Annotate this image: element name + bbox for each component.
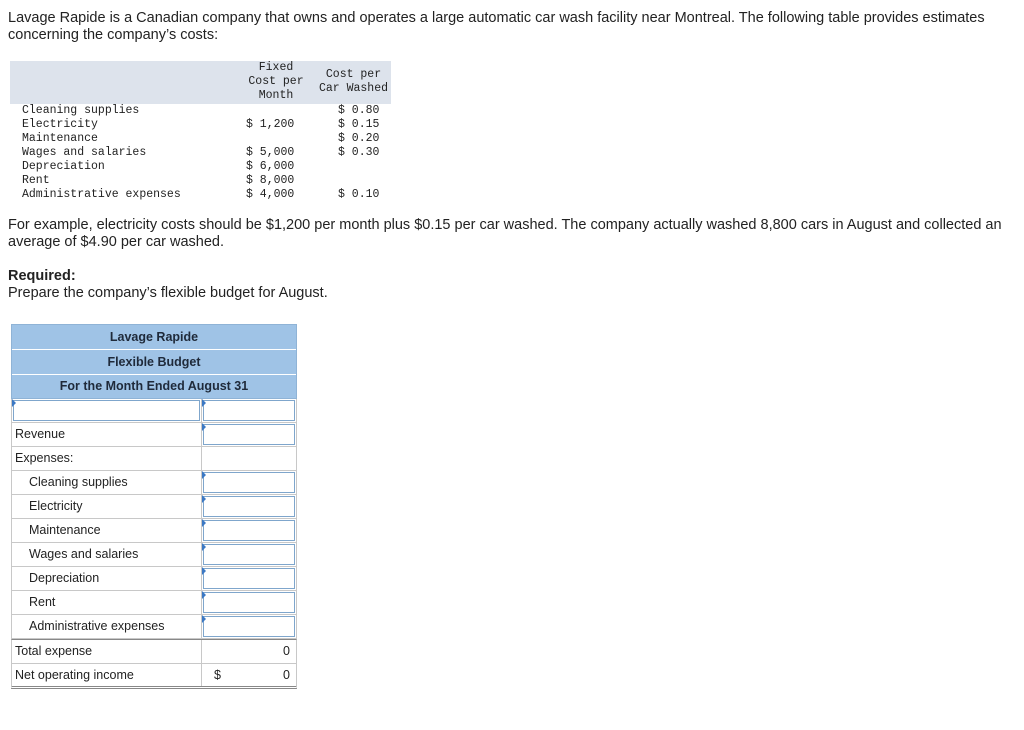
cost-row-label: Administrative expenses (10, 188, 236, 202)
expense-input[interactable] (203, 472, 295, 493)
expense-input[interactable] (203, 568, 295, 589)
cost-row-label: Wages and salaries (22, 146, 147, 159)
required-instruction: Prepare the company’s flexible budget for August. (8, 285, 328, 301)
budget-period: For the Month Ended August 31 (59, 379, 249, 393)
cost-row-fixed: $ 6,000 (236, 160, 316, 174)
revenue-cell[interactable] (202, 423, 296, 446)
header-percar-line1: Cost per (325, 68, 382, 81)
budget-expenses-heading-row (11, 447, 297, 471)
activity-label-cell[interactable] (12, 399, 202, 422)
expense-input[interactable] (203, 592, 295, 613)
cost-row-fixed (236, 132, 316, 146)
cost-row-label: Depreciation (10, 160, 236, 174)
expense-label: Electricity (12, 495, 202, 518)
input-marker-icon (202, 567, 206, 575)
input-marker-icon (202, 399, 206, 407)
cost-row-percar: $ 0.15 (338, 118, 380, 131)
activity-value-cell[interactable] (202, 399, 296, 422)
intro-paragraph: Lavage Rapide is a Canadian company that owns and operates a large automatic car wash facility near Montreal. The following table provides estimates concerning the company’s costs: (8, 10, 985, 43)
header-fixed-line1: Fixed (258, 61, 294, 74)
budget-company-title: Lavage Rapide (12, 325, 296, 350)
cost-row-label: Electricity (22, 118, 98, 131)
cost-row-label: Rent (22, 174, 50, 187)
activity-value-input[interactable] (203, 400, 295, 421)
cost-row-fixed: $ 5,000 (246, 146, 295, 159)
header-fixed-line3: Month (258, 89, 294, 102)
input-marker-icon (202, 543, 206, 551)
total-expense-label: Total expense (12, 640, 202, 663)
input-marker-icon (202, 423, 206, 431)
cost-row-percar (316, 174, 391, 188)
cost-row (10, 146, 391, 160)
budget-expense-row (11, 591, 297, 615)
expense-label: Depreciation (12, 567, 202, 590)
budget-net-income-row (11, 664, 297, 689)
net-income-currency: $ (214, 668, 221, 682)
budget-header (11, 324, 297, 399)
cost-row-fixed (236, 104, 316, 118)
input-marker-icon (202, 615, 206, 623)
cost-row (10, 132, 391, 146)
cost-row-label: Cleaning supplies (10, 104, 236, 118)
revenue-input[interactable] (203, 424, 295, 445)
expense-input[interactable] (203, 496, 295, 517)
budget-expense-row (11, 495, 297, 519)
revenue-label: Revenue (12, 423, 202, 446)
expenses-heading-blank (202, 447, 296, 470)
net-income-cell (202, 664, 296, 686)
input-marker-icon (12, 399, 16, 407)
total-expense-cell (202, 640, 296, 663)
budget-expense-row (11, 519, 297, 543)
cost-estimates-table (10, 61, 391, 202)
cost-row-label: Maintenance (10, 132, 236, 146)
cost-row-fixed: $ 8,000 (246, 174, 295, 187)
budget-expense-row (11, 543, 297, 567)
cost-row-percar: $ 0.20 (316, 132, 391, 146)
cost-row (10, 118, 391, 132)
expense-cell[interactable] (202, 543, 296, 566)
cost-row-percar (316, 160, 391, 174)
expense-label: Administrative expenses (12, 615, 202, 638)
input-marker-icon (202, 591, 206, 599)
expense-input[interactable] (203, 616, 295, 637)
cost-row-percar: $ 0.80 (316, 104, 391, 118)
expense-cell[interactable] (202, 567, 296, 590)
net-income-value: 0 (283, 668, 290, 682)
budget-total-expense-row (11, 639, 297, 664)
cost-row-fixed: $ 1,200 (246, 118, 295, 131)
cost-row (10, 104, 391, 118)
header-percar-line2: Car Washed (318, 82, 388, 95)
cost-row (10, 174, 391, 188)
expense-label: Maintenance (12, 519, 202, 542)
flexible-budget-table (11, 324, 297, 689)
header-fixed-line2: Cost per (248, 75, 304, 88)
expenses-label: Expenses: (12, 447, 202, 470)
budget-expense-row (11, 615, 297, 639)
header-blank (10, 61, 236, 104)
budget-expense-row (11, 567, 297, 591)
cost-row (10, 188, 391, 202)
expense-label: Cleaning supplies (12, 471, 202, 494)
expense-cell[interactable] (202, 495, 296, 518)
net-income-label: Net operating income (12, 664, 202, 686)
budget-activity-row (11, 399, 297, 423)
input-marker-icon (202, 495, 206, 503)
expense-cell[interactable] (202, 615, 296, 638)
expense-input[interactable] (203, 520, 295, 541)
required-heading: Required: (8, 268, 76, 284)
budget-expense-row (11, 471, 297, 495)
activity-label-input[interactable] (13, 400, 200, 421)
header-fixed-cost (236, 61, 316, 104)
budget-subtitle: Flexible Budget (12, 350, 296, 375)
header-cost-per-car (316, 61, 391, 104)
cost-row-percar: $ 0.10 (316, 188, 391, 202)
input-marker-icon (202, 471, 206, 479)
expense-cell[interactable] (202, 519, 296, 542)
cost-row (10, 160, 391, 174)
expense-label: Wages and salaries (12, 543, 202, 566)
cost-row-percar: $ 0.30 (338, 146, 380, 159)
expense-label: Rent (12, 591, 202, 614)
example-paragraph: For example, electricity costs should be $1,200 per month plus $0.15 per car washed. The company actually washed 8,800 cars in August and collected an average of $4.90 per car washed. (8, 217, 1002, 250)
expense-input[interactable] (203, 544, 295, 565)
cost-row-fixed: $ 4,000 (236, 188, 316, 202)
expense-cell[interactable] (202, 471, 296, 494)
budget-revenue-row (11, 423, 297, 447)
expense-cell[interactable] (202, 591, 296, 614)
input-marker-icon (202, 519, 206, 527)
total-expense-value: 0 (283, 644, 290, 658)
